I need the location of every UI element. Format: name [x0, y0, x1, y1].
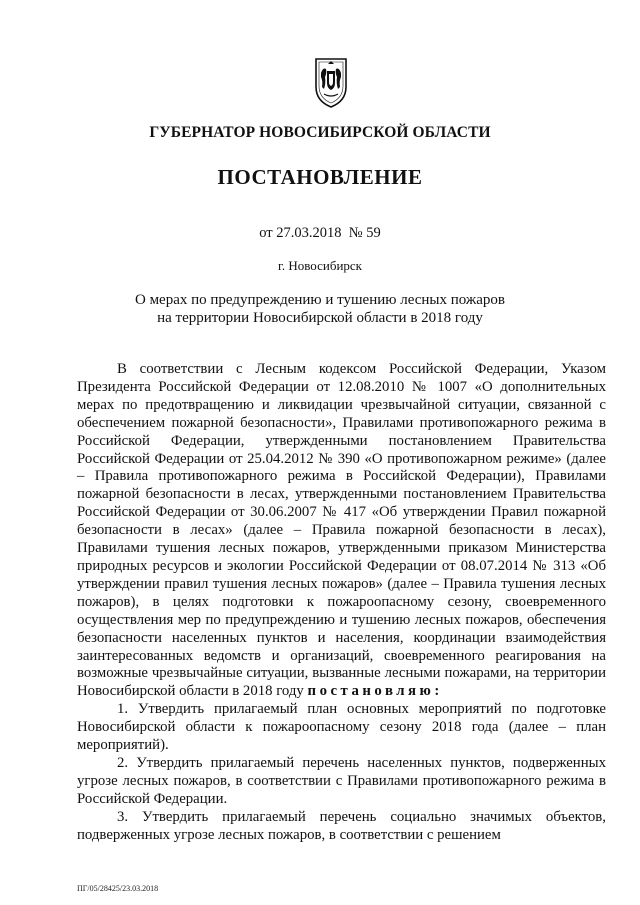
issue-city: г. Новосибирск	[277, 258, 362, 273]
list-item: 2. Утвердить прилагаемый перечень населенных пунктов, подверженных угрозе лесных пожаров, в соответствии с Правилами противопожарного режима в Российской Федерации.	[77, 754, 606, 807]
preamble-text: В соответствии с Лесным кодексом Российской Федерации, Указом Президента Российской Федерации от 12.08.2010 № 1007 «О дополнительных мерах по предотвращению и ликвидации чрезвычайной ситуации, связанной с обеспечением пожарной безопасности», Правилами противопожарного режима в Российской Федерации, утвержденными постановлением Правительства Российской Федерации от 25.04.2012 № 390 «О противопожарном режиме» (далее – Правила противопожарного режима в Российской Федерации), Правилами пожарной безопасности в лесах, утвержденными постановлением Правительства Российской Федерации от 30.06.2007 № 417 «Об утверждении Правил пожарной безопасности в лесах» (далее – Правила пожарной безопасности в лесах), Правилами тушения лесных пожаров, утвержденными приказом Министерства природных ресурсов и экологии Российской Федерации от 08.07.2014 № 313 «Об утверждении правил тушения лесных пожаров» (далее – Правила тушения лесных пожаров), в целях подготовки к пожароопасному сезону, своевременного осуществления мер по предупреждению и тушению лесных пожаров, обеспечения безопасности населенных пунктов и населения, координации взаимодействия заинтересованных ведомств и организаций, своевременного реагирования на возможные чрезвычайные ситуации, вызванные лесными пожарами, на территории Новосибирской области в 2018 году	[77, 361, 606, 700]
date-number-line	[0, 225, 640, 242]
document-number: № 59	[348, 225, 381, 241]
subject-line-1: О мерах по предупреждению и тушению лесных пожаров	[134, 292, 506, 308]
document-type-title: ПОСТАНОВЛЕНИЕ	[217, 165, 423, 189]
coat-of-arms-icon	[312, 57, 350, 109]
document-date: 27.03.2018	[276, 225, 342, 241]
document-subject	[0, 291, 640, 327]
decree-colon: :	[434, 683, 440, 700]
date-prefix: от	[259, 225, 273, 241]
decree-word: постановляю	[307, 683, 435, 700]
issuing-authority: ГУБЕРНАТОР НОВОСИБИРСКОЙ ОБЛАСТИ	[149, 124, 491, 141]
list-item: 3. Утвердить прилагаемый перечень социально значимых объектов, подверженных угрозе лесных пожаров, в соответствии с решением	[77, 808, 606, 843]
subject-line-2: на территории Новосибирской области в 2018 году	[157, 310, 483, 326]
list-item: 1. Утвердить прилагаемый план основных мероприятий по подготовке Новосибирской области к пожароопасному сезону 2018 года (далее – план мероприятий).	[77, 701, 606, 754]
document-body	[77, 361, 606, 844]
preamble-paragraph	[77, 361, 606, 701]
registration-code: ПГ/05/28425/23.03.2018	[77, 884, 159, 893]
